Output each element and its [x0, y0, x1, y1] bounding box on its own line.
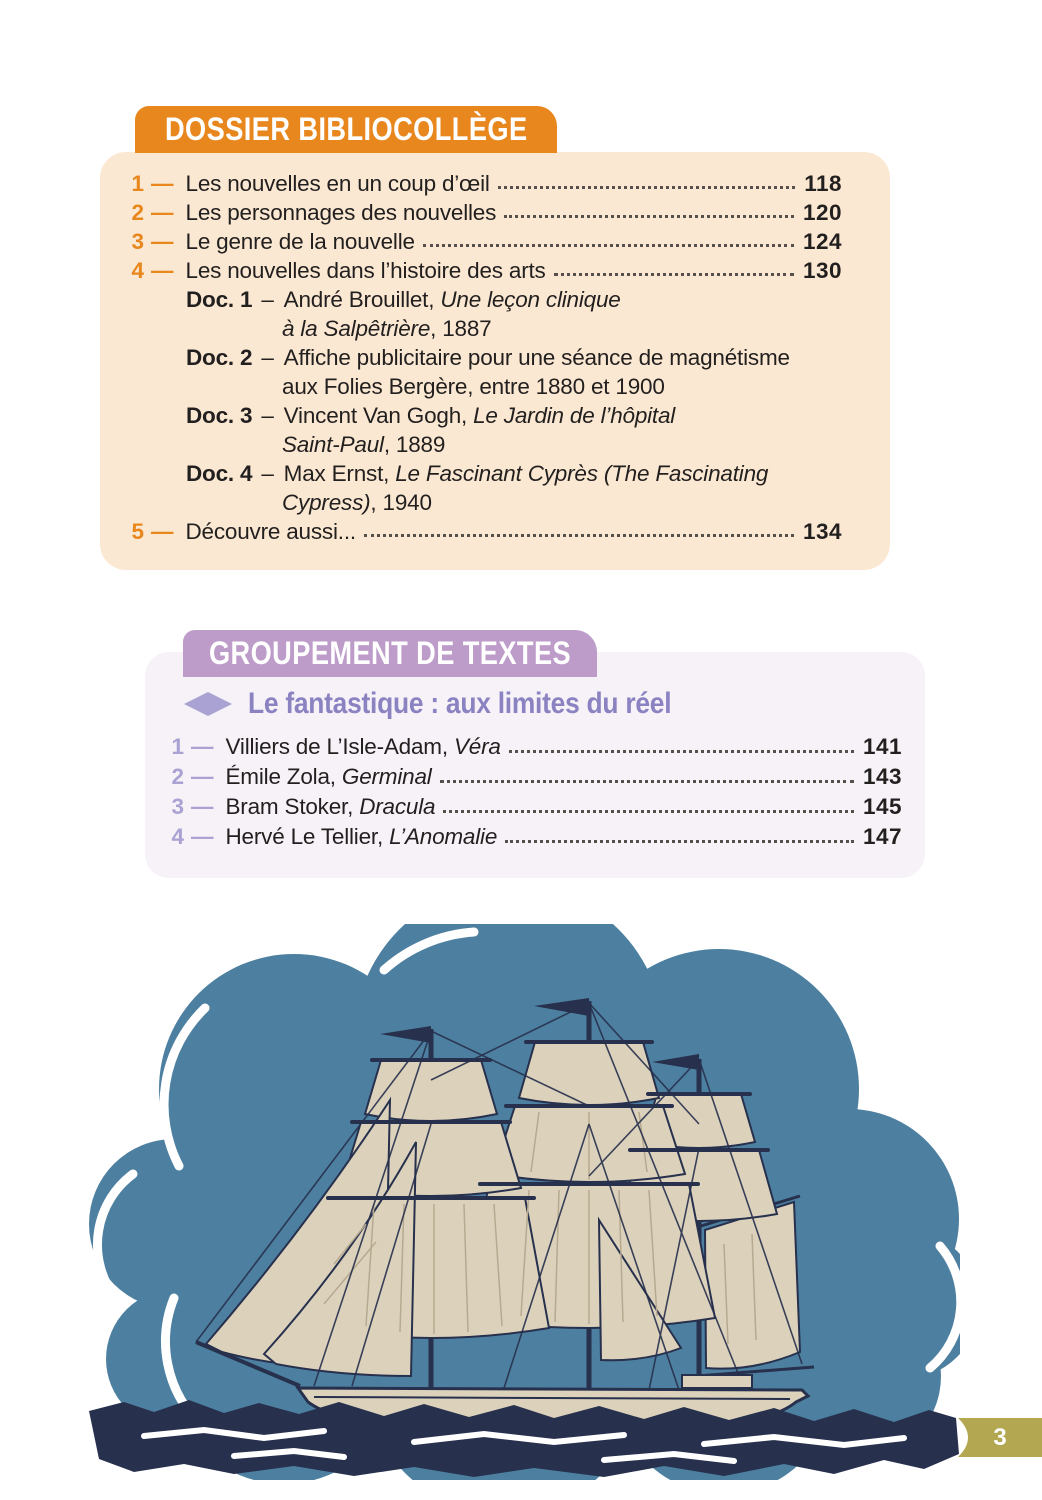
doc-text: , 1889: [383, 432, 446, 457]
group-entry-2: [170, 762, 902, 792]
entry-label: Le genre de la nouvelle: [185, 229, 415, 254]
dossier-section-header: [135, 106, 557, 153]
dotted-leader: [554, 273, 794, 276]
entry-dash: —: [191, 734, 214, 759]
doc-dash: –: [261, 403, 274, 428]
groupement-title: Le fantastique : aux limites du réel: [248, 687, 672, 720]
doc-text: , 1940: [370, 490, 432, 515]
doc-text: Affiche publicitaire pour une séance de magnétisme: [283, 345, 790, 370]
entry-dash: —: [151, 171, 174, 196]
group-entry-3: [170, 792, 902, 822]
entry-work-title: Véra: [453, 734, 501, 759]
toc-entry-2: [130, 198, 842, 227]
doc-entry-2-line-1: [130, 343, 842, 372]
entry-author: Bram Stoker,: [225, 794, 360, 819]
entry-dash: —: [151, 258, 174, 283]
entry-author: Hervé Le Tellier,: [225, 824, 390, 849]
doc-dash: –: [261, 287, 274, 312]
doc-label: Doc. 1: [186, 287, 253, 312]
page-number-tab: [948, 1418, 1042, 1457]
entry-page-number: 130: [802, 258, 842, 283]
doc-title-italic: à la Salpêtrière: [282, 316, 431, 341]
doc-dash: –: [261, 345, 274, 370]
entry-page-number: 134: [802, 519, 842, 544]
groupement-section-header: [183, 630, 597, 677]
toc-entry-5: [130, 517, 842, 546]
dotted-leader: [443, 810, 854, 813]
doc-text: Vincent Van Gogh,: [283, 403, 474, 428]
entry-work-title: Dracula: [359, 794, 436, 819]
entry-author: Villiers de L’Isle-Adam,: [225, 734, 454, 759]
entry-number: 2: [171, 764, 184, 789]
dotted-leader: [504, 215, 794, 218]
entry-number: 3: [171, 794, 184, 819]
doc-title-italic: Saint-Paul: [282, 432, 384, 457]
entry-number: 3: [131, 229, 144, 254]
doc-entry-2-line-2: [130, 372, 842, 401]
page-number: 3: [993, 1423, 1007, 1451]
doc-entry-1-line-2: [130, 314, 842, 343]
entry-number: 5: [131, 519, 144, 544]
entry-number: 2: [131, 200, 144, 225]
doc-entry-1-line-1: [130, 285, 842, 314]
toc-entry-3: [130, 227, 842, 256]
doc-entry-4-line-2: [130, 488, 842, 517]
doc-title-italic: Cypress): [282, 490, 371, 515]
entry-label: Découvre aussi...: [185, 519, 356, 544]
doc-dash: –: [261, 461, 274, 486]
doc-text: aux Folies Bergère, entre 1880 et 1900: [282, 374, 665, 399]
doc-entry-3-line-1: [130, 401, 842, 430]
group-entry-1: [170, 732, 902, 762]
doc-label: Doc. 4: [186, 461, 253, 486]
entry-page-number: 143: [862, 764, 902, 789]
entry-page-number: 118: [804, 171, 842, 196]
deckhouse: [682, 1375, 752, 1388]
groupement-toc-panel: [145, 652, 925, 878]
doc-text: André Brouillet,: [283, 287, 441, 312]
entry-dash: —: [151, 200, 174, 225]
ship-illustration: [84, 924, 960, 1480]
doc-entry-4-line-1: [130, 459, 842, 488]
entry-dash: —: [191, 764, 214, 789]
diamond-bullet-icon: [184, 692, 232, 716]
entry-label: Les nouvelles en un coup d’œil: [185, 171, 490, 196]
entry-page-number: 141: [862, 734, 902, 759]
entry-number: 4: [131, 258, 144, 283]
entry-page-number: 124: [802, 229, 842, 254]
dotted-leader: [440, 780, 854, 783]
toc-entry-1: [130, 169, 842, 198]
entry-number: 1: [131, 171, 144, 196]
doc-title-italic: Le Jardin de l’hôpital: [473, 403, 676, 428]
groupement-title-row: [184, 686, 902, 722]
dotted-leader: [498, 186, 795, 189]
doc-label: Doc. 2: [186, 345, 253, 370]
dotted-leader: [505, 840, 854, 843]
doc-title-italic: Le Fascinant Cyprès (The Fascinating: [395, 461, 769, 486]
entry-page-number: 120: [802, 200, 842, 225]
doc-label: Doc. 3: [186, 403, 253, 428]
entry-label: Les nouvelles dans l’histoire des arts: [185, 258, 546, 283]
sailing-ship-svg: [84, 924, 960, 1480]
dotted-leader: [509, 750, 854, 753]
entry-work-title: Germinal: [341, 764, 432, 789]
entry-number: 1: [171, 734, 184, 759]
entry-page-number: 145: [862, 794, 902, 819]
entry-dash: —: [151, 229, 174, 254]
doc-entry-3-line-2: [130, 430, 842, 459]
entry-page-number: 147: [862, 824, 902, 849]
groupement-header-label: GROUPEMENT DE TEXTES: [208, 635, 572, 671]
dotted-leader: [423, 244, 794, 247]
entry-author: Émile Zola,: [225, 764, 342, 789]
entry-dash: —: [191, 794, 214, 819]
toc-entry-4: [130, 256, 842, 285]
entry-dash: —: [191, 824, 214, 849]
group-entry-4: [170, 822, 902, 852]
doc-title-italic: Une leçon clinique: [440, 287, 621, 312]
dossier-toc-panel: [100, 152, 890, 570]
doc-text: , 1887: [430, 316, 492, 341]
dotted-leader: [364, 534, 794, 537]
entry-number: 4: [171, 824, 184, 849]
entry-label: Les personnages des nouvelles: [185, 200, 497, 225]
entry-dash: —: [151, 519, 174, 544]
entry-work-title: L’Anomalie: [389, 824, 498, 849]
dossier-header-label: DOSSIER BIBLIOCOLLÈGE: [164, 111, 528, 147]
doc-text: Max Ernst,: [283, 461, 396, 486]
